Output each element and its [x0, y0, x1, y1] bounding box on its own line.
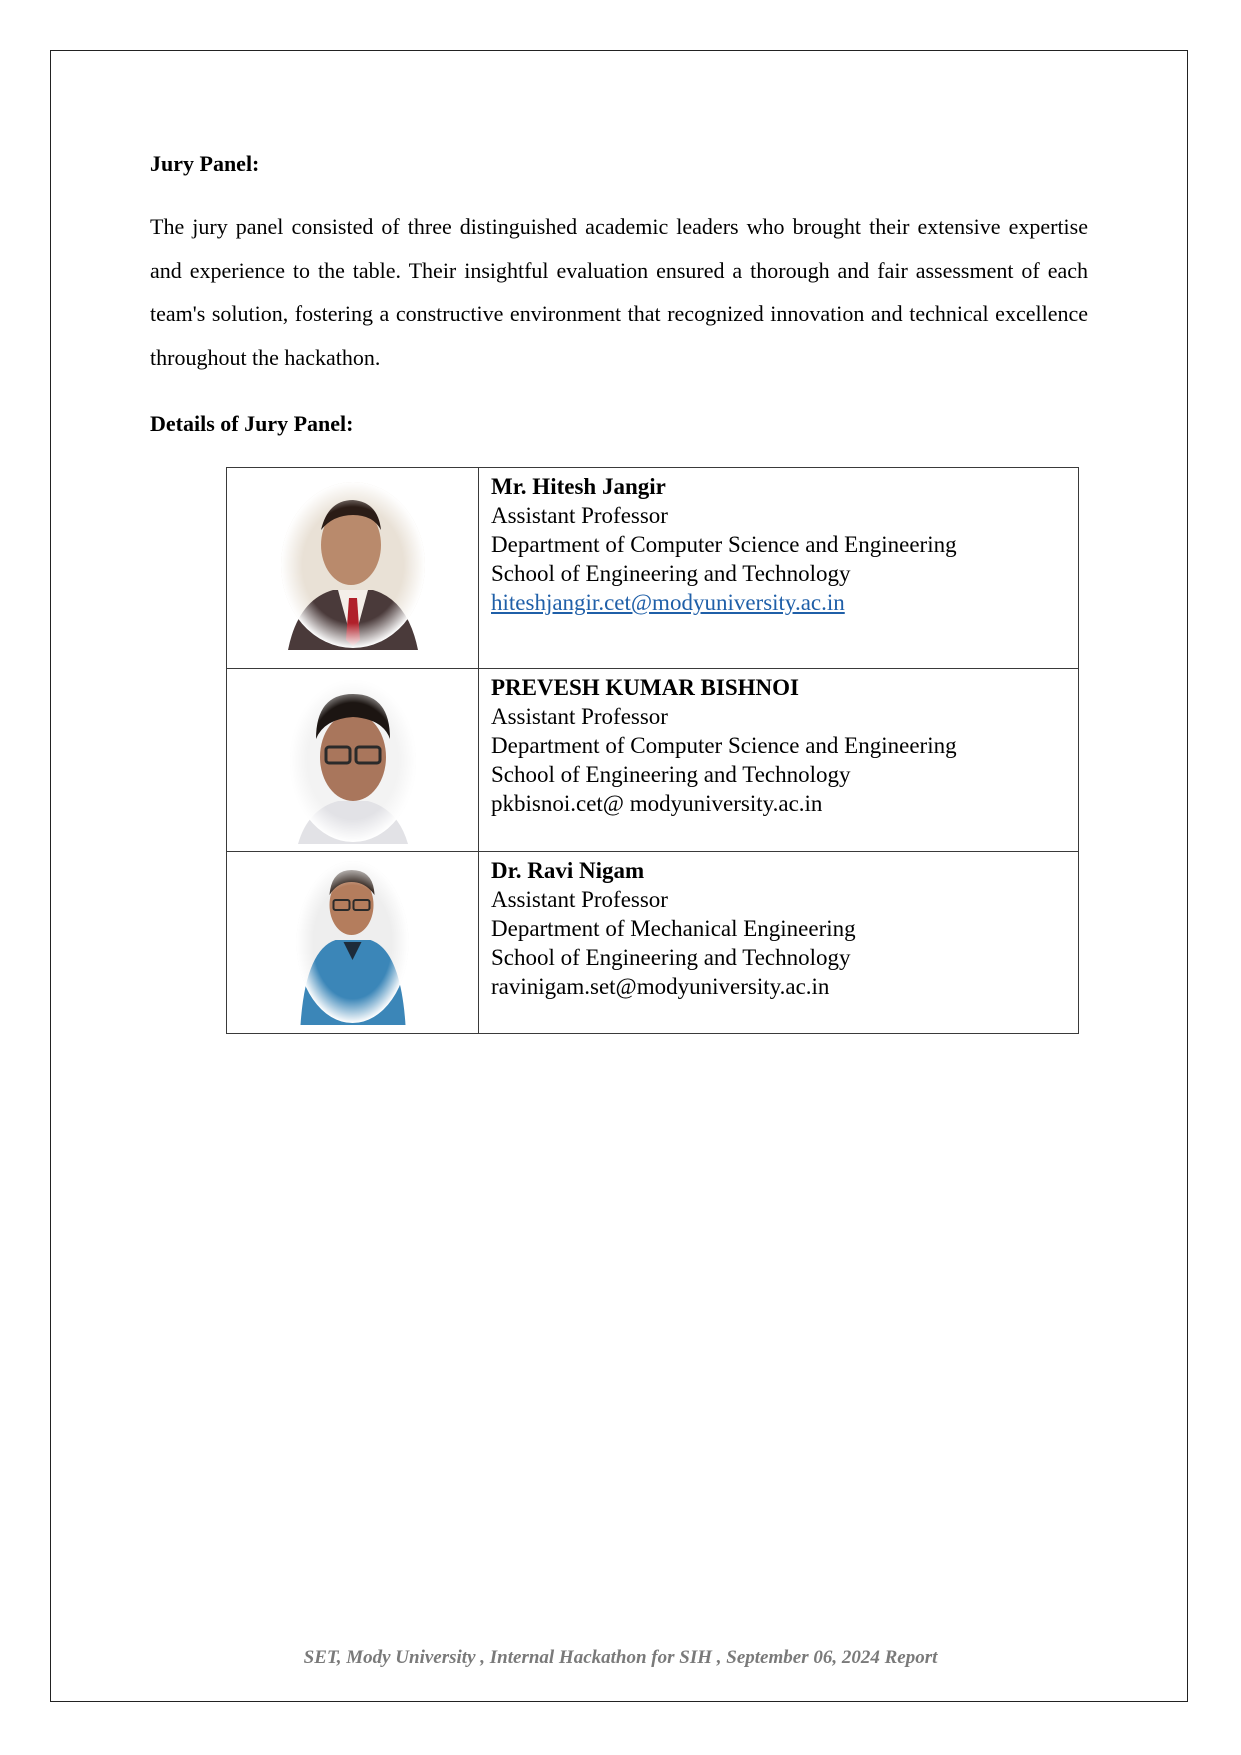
jury-department: Department of Computer Science and Engineering: [491, 532, 957, 557]
jury-photo-ravi: [295, 860, 410, 1025]
jury-photo-hitesh: [278, 480, 428, 650]
section-title: Jury Panel:: [150, 151, 260, 176]
jury-name: Dr. Ravi Nigam: [491, 858, 645, 883]
photo-cell: [227, 468, 479, 669]
jury-designation: Assistant Professor: [491, 704, 668, 729]
info-cell: [479, 669, 1079, 852]
info-cell: [479, 852, 1079, 1034]
info-cell: [479, 468, 1079, 669]
jury-department: Department of Mechanical Engineering: [491, 916, 856, 941]
jury-school: School of Engineering and Technology: [491, 561, 851, 586]
jury-name: Mr. Hitesh Jangir: [491, 474, 666, 499]
jury-designation: Assistant Professor: [491, 503, 668, 528]
page-footer: SET, Mody University , Internal Hackathon for SIH , September 06, 2024 Report: [303, 1647, 938, 1668]
jury-school: School of Engineering and Technology: [491, 945, 851, 970]
photo-cell: [227, 852, 479, 1034]
jury-row: [227, 468, 1079, 669]
jury-row: [227, 852, 1079, 1034]
jury-row: [227, 669, 1079, 852]
jury-name: PREVESH KUMAR BISHNOI: [491, 675, 799, 700]
photo-cell: [227, 669, 479, 852]
details-title: Details of Jury Panel:: [150, 411, 354, 436]
jury-email: ravinigam.set@modyuniversity.ac.in: [491, 974, 830, 999]
jury-email: pkbisnoi.cet@ modyuniversity.ac.in: [491, 791, 823, 816]
jury-email-link[interactable]: hiteshjangir.cet@modyuniversity.ac.in: [491, 590, 845, 615]
section-paragraph: The jury panel consisted of three distinguished academic leaders who brought their extensive expertise and experience to the table. Their insightful evaluation ensured a thorough and fair assessment of each team's solution, fostering a constructive environment that recognized innovation and technical excellence throughout the hackathon.: [150, 214, 1088, 370]
jury-designation: Assistant Professor: [491, 887, 668, 912]
jury-school: School of Engineering and Technology: [491, 762, 851, 787]
jury-department: Department of Computer Science and Engineering: [491, 733, 957, 758]
jury-table: [226, 467, 1079, 1034]
jury-photo-prevesh: [288, 679, 418, 844]
